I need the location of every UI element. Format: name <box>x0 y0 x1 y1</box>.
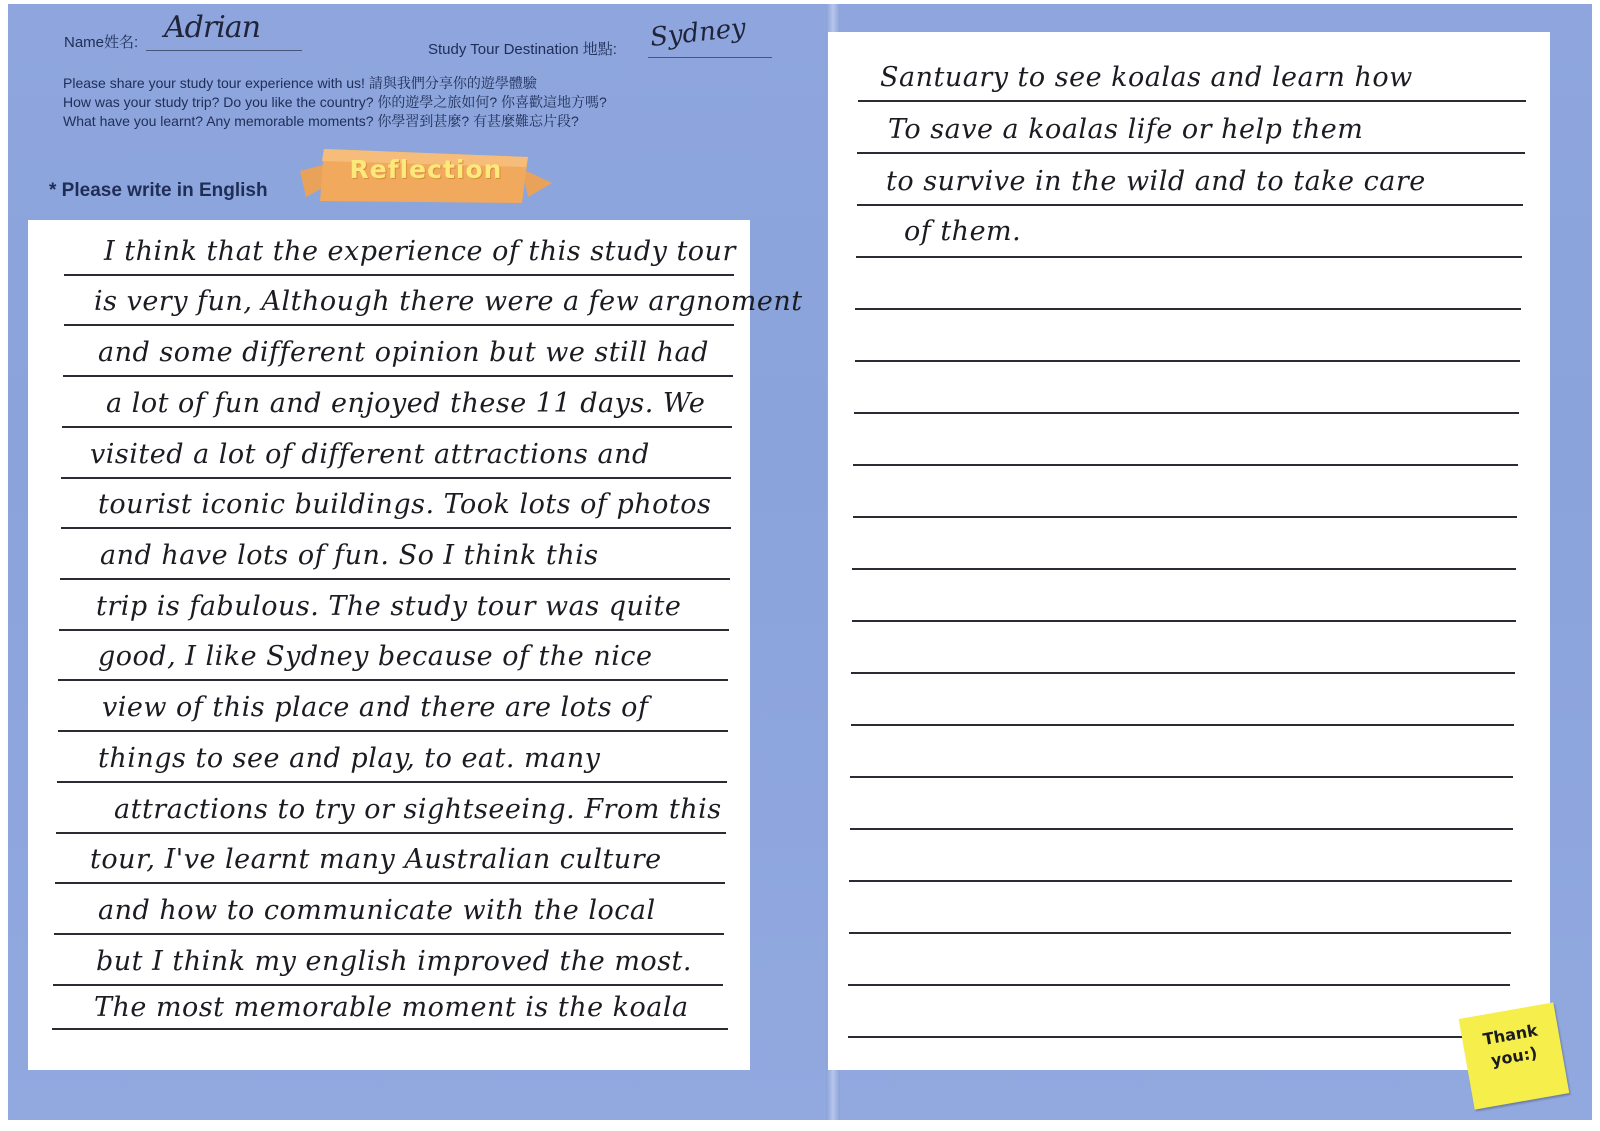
ruled-line <box>855 360 1520 362</box>
ruled-line <box>851 672 1515 674</box>
name-underline <box>146 50 302 51</box>
handwritten-line: is very fun, Although there were a few argnoment <box>94 286 803 317</box>
destination-value: Sydney <box>648 13 748 53</box>
ruled-line <box>59 629 729 631</box>
handwritten-line: view of this place and there are lots of <box>102 692 649 723</box>
destination-label: Study Tour Destination 地點: <box>428 41 617 58</box>
ruled-line <box>852 620 1516 622</box>
ruled-line <box>61 527 731 529</box>
ruled-line <box>856 256 1522 258</box>
ruled-line <box>52 1028 728 1030</box>
ruled-line <box>53 984 723 986</box>
ruled-line <box>857 152 1525 154</box>
handwritten-line: visited a lot of different attractions and <box>90 439 650 470</box>
handwritten-line: to survive in the wild and to take care <box>886 166 1426 197</box>
handwritten-line: trip is fabulous. The study tour was quite <box>96 591 682 622</box>
handwritten-line: The most memorable moment is the koala <box>94 992 689 1023</box>
reflection-banner <box>300 143 552 209</box>
ruled-line <box>848 1036 1468 1038</box>
ruled-line <box>64 274 734 276</box>
handwritten-line: attractions to try or sightseeing. From this <box>114 794 722 825</box>
ruled-line <box>853 464 1518 466</box>
ruled-line <box>57 781 727 783</box>
ruled-line <box>58 730 728 732</box>
ruled-line <box>63 375 733 377</box>
handwritten-line: and how to communicate with the local <box>98 895 656 926</box>
handwritten-line: of them. <box>904 216 1022 247</box>
ruled-line <box>857 204 1523 206</box>
prompt-line: Please share your study tour experience with us! 請與我們分享你的遊學體驗 <box>63 75 537 91</box>
prompt-line: What have you learnt? Any memorable moments? 你學習到甚麼? 有甚麼難忘片段? <box>63 113 579 129</box>
ruled-line <box>58 679 728 681</box>
ruled-line <box>848 984 1510 986</box>
ruled-line <box>849 880 1512 882</box>
name-label: Name姓名: <box>64 34 139 51</box>
ruled-line <box>56 832 726 834</box>
handwritten-line: Santuary to see koalas and learn how <box>880 62 1413 93</box>
ruled-line <box>61 477 731 479</box>
banner-title: Reflection <box>349 155 503 184</box>
name-value: Adrian <box>164 10 261 45</box>
ruled-line <box>853 516 1517 518</box>
ruled-line <box>855 308 1521 310</box>
ruled-line <box>850 776 1513 778</box>
ruled-line <box>60 578 730 580</box>
handwritten-line: To save a koalas life or help them <box>888 114 1364 145</box>
thank-you-sticky-note <box>1459 1002 1570 1109</box>
handwritten-line: and have lots of fun. So I think this <box>100 540 599 571</box>
handwritten-line: I think that the experience of this study tour <box>104 236 736 267</box>
ruled-line <box>858 100 1526 102</box>
ruled-line <box>854 412 1519 414</box>
ruled-line <box>62 426 732 428</box>
ruled-line <box>849 932 1511 934</box>
ruled-line <box>852 568 1516 570</box>
handwritten-line: tourist iconic buildings. Took lots of photos <box>98 489 712 520</box>
write-in-english-note: * Please write in English <box>49 180 268 201</box>
handwritten-line: and some different opinion but we still had <box>98 337 709 368</box>
sticky-note-text: Thank you:) <box>1481 1020 1540 1070</box>
handwritten-line: good, I like Sydney because of the nice <box>98 641 653 672</box>
destination-underline <box>648 57 772 58</box>
ruled-line <box>850 828 1513 830</box>
handwritten-line: a lot of fun and enjoyed these 11 days. We <box>106 388 706 419</box>
prompt-line: How was your study trip? Do you like the country? 你的遊學之旅如何? 你喜歡這地方嗎? <box>63 94 607 110</box>
instructions <box>63 74 607 131</box>
handwritten-line: but I think my english improved the most. <box>96 946 692 977</box>
ruled-line <box>64 324 734 326</box>
handwritten-line: things to see and play, to eat. many <box>98 743 601 774</box>
ruled-line <box>54 933 724 935</box>
handwritten-line: tour, I've learnt many Australian culture <box>90 844 662 875</box>
ruled-line <box>851 724 1514 726</box>
ruled-line <box>55 882 725 884</box>
